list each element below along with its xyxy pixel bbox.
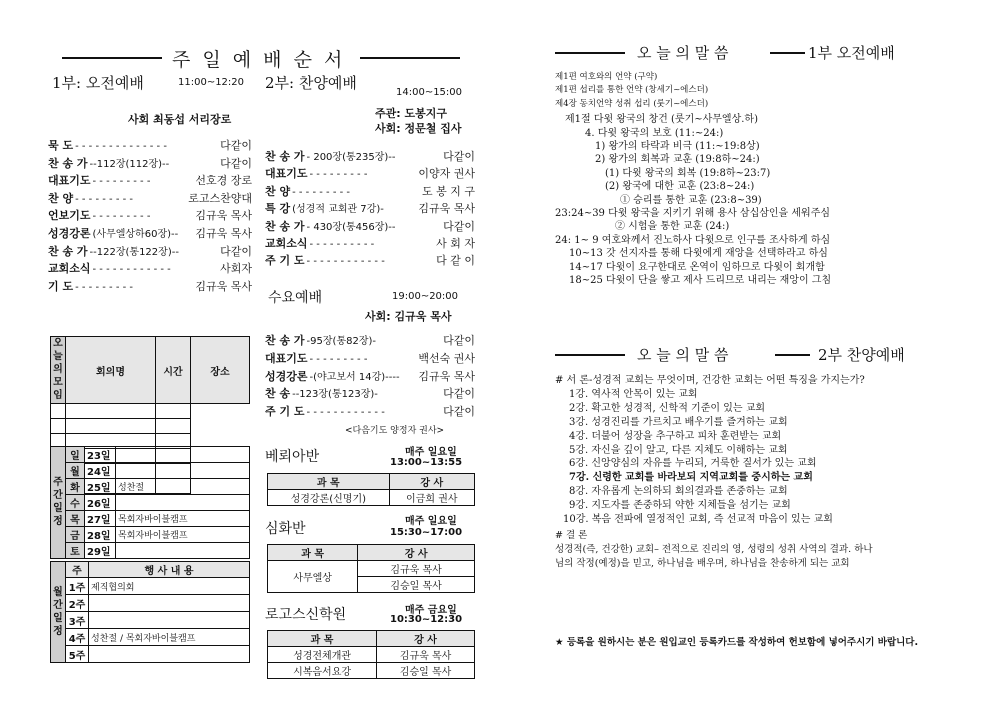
deep-when: 매주 일요일 <box>405 516 457 527</box>
logos-col-subject: 과 목 <box>268 631 377 647</box>
monthly-week: 3주 <box>66 612 89 629</box>
order-detail: - - - - - - - - - - - - <box>92 264 171 276</box>
word2-line: 9강. 지도자를 존중하되 약한 지체들을 섬기는 교회 <box>569 500 791 512</box>
order-value: 김규욱 목사 <box>418 202 475 216</box>
deep-subject: 사무엘상 <box>268 561 358 593</box>
word1-line: 4. 다윗 왕국의 보호 (11:~24:) <box>585 127 724 139</box>
weekly-event: 성찬절 <box>116 479 250 495</box>
order-label: 성경강론 <box>48 227 91 240</box>
word1-line: ① 승리를 통한 교훈 (23:8~39) <box>620 194 762 206</box>
weekly-day: 화 <box>66 479 85 495</box>
word2-line: 7강. 신령한 교회를 바라보되 지역교회를 중시하는 교회 <box>569 472 813 484</box>
conclusion-heading: # 결 론 <box>555 530 588 541</box>
monthly-side-text: 월간일정 <box>53 586 63 637</box>
logos-when: 매주 금요일 <box>405 605 457 616</box>
word2-line: 6강. 신앙양심의 자유를 누리되, 거룩한 질서가 있는 교회 <box>569 458 817 470</box>
order-row <box>48 172 252 188</box>
monthly-row <box>51 578 250 595</box>
meeting-row <box>51 419 250 434</box>
worship-order-title: 주 일 예 배 순 서 <box>172 49 346 71</box>
weekly-date: 26일 <box>85 495 116 511</box>
order-row <box>48 225 252 241</box>
monthly-schedule-table <box>50 561 250 663</box>
order-row <box>48 155 252 171</box>
berea-table <box>267 473 475 506</box>
order-value: 사 회 자 <box>436 237 475 250</box>
word2-line: # 서 론-성경적 교회는 무엇이며, 건강한 교회는 어떤 특징을 가지는가? <box>555 375 865 386</box>
order-row <box>48 190 252 206</box>
weekly-date: 24일 <box>85 463 116 479</box>
monthly-header-row <box>51 562 250 578</box>
berea-when: 매주 일요일 <box>405 447 457 458</box>
service2-heading: 2부: 찬양예배 <box>265 74 357 92</box>
word1-line: (1) 다윗 왕국의 회복 (19:8하~23:7) <box>605 167 771 179</box>
order-label: 주 기 도 <box>265 254 305 268</box>
order-detail: --122장(통122장)-- <box>89 246 179 258</box>
order-detail: - - - - - - - - - <box>75 281 133 293</box>
order-label: 언보기도 <box>48 209 91 223</box>
word1-line: 제1절 다윗 왕국의 창건 (룻기~사무엘상.하) <box>565 114 758 126</box>
monthly-row <box>51 595 250 612</box>
order-label: 대표기도 <box>265 351 308 365</box>
order-row <box>265 183 475 199</box>
berea-title: 베뢰아반 <box>265 449 320 465</box>
word1-line: 제1편 여호와의 언약 (구약) <box>555 72 658 82</box>
word1-line: (2) 왕국에 대한 교훈 (23:8~24:) <box>605 181 755 193</box>
order-value: 다같이 <box>220 244 252 258</box>
word2-line: 2강. 확고한 성경적, 신학적 기준이 있는 교회 <box>569 402 766 414</box>
berea-time: 13:00~13:55 <box>390 457 463 468</box>
weekly-day: 일 <box>66 447 85 463</box>
order-value: 다같이 <box>443 387 475 401</box>
word1-line: 14~17 다윗이 요구한대로 온역이 임하므로 다윗이 회개함 <box>569 261 825 273</box>
order-label: 묵 도 <box>48 139 74 152</box>
order-label: 주 기 도 <box>265 405 305 419</box>
weekly-row <box>51 447 250 463</box>
word2-rule-mid <box>775 354 810 356</box>
monthly-event <box>89 595 250 612</box>
meeting-cell <box>66 404 156 419</box>
today-meeting-side-label <box>51 337 66 404</box>
order-row <box>265 165 475 181</box>
conclusion-line-1: 성경적(즉, 건강한) 교회– 전적으로 진리의 영, 성령의 성취 사역의 결과. 하나 <box>555 544 873 555</box>
service1-heading: 1부: 오전예배 <box>52 74 144 92</box>
word2-line: 8강. 자유롭게 논의하되 회의결과를 존중하는 교회 <box>569 486 788 498</box>
order-row <box>48 278 252 294</box>
meeting-cell <box>51 404 66 419</box>
word1-line: 1) 왕가의 타락과 비극 (11:~19:8상) <box>595 141 760 152</box>
order-detail: -(야고보서 14강)---- <box>309 371 400 383</box>
title-rule-left <box>62 57 162 59</box>
meeting-side-text: 오늘의모임 <box>53 338 63 401</box>
weekly-date: 23일 <box>85 447 116 463</box>
order-value: 김규욱 목사 <box>195 209 252 223</box>
monthly-row <box>51 629 250 646</box>
order-detail: - - - - - - - - - - - - - - <box>75 141 167 152</box>
order-value: 도 봉 지 구 <box>422 184 475 198</box>
word1-line: 24: 1~ 9 여호와께서 진노하사 다윗으로 인구를 조사하게 하심 <box>555 234 831 246</box>
order-row <box>48 207 252 223</box>
weekly-side-label <box>51 447 66 559</box>
order-detail: - 200장(통235장)-- <box>306 152 396 163</box>
order-label: 찬 송 가 <box>265 219 305 233</box>
logos-subject-2: 시복음서요강 <box>268 663 377 679</box>
order-detail: --123장(통123장)- <box>292 389 378 401</box>
deep-teacher-1: 김규욱 목사 <box>358 561 475 577</box>
logos-table <box>267 630 475 679</box>
meeting-cell <box>66 419 156 434</box>
monthly-event <box>89 612 250 629</box>
berea-subject: 성경강론(신명기) <box>268 490 390 506</box>
conclusion-line-2: 님의 작정(예정)을 믿고, 하나님을 배우며, 하나님을 찬송하게 되는 교회 <box>555 558 850 569</box>
order-label: 찬 양 <box>265 184 291 198</box>
order-row <box>265 350 475 366</box>
word1-line: ② 시험을 통한 교훈 (24:) <box>615 221 730 233</box>
registration-notice: ★ 등록을 원하시는 분은 원입교인 등록카드를 작성하여 헌보함에 넣어주시기 바랍니다. <box>555 637 919 648</box>
order-label: 찬 송 가 <box>48 156 88 170</box>
word1-line: 18~25 다윗이 단을 쌓고 제사 드리므로 내리는 재앙이 그침 <box>569 275 832 286</box>
order-detail: -95장(통82장)- <box>306 336 376 347</box>
monthly-week: 2주 <box>66 595 89 612</box>
order-value: 다같이 <box>220 156 252 170</box>
order-detail: - - - - - - - - - <box>92 176 151 188</box>
order-label: 찬 양 <box>48 191 74 205</box>
weekly-day: 월 <box>66 463 85 479</box>
order-row <box>265 385 475 401</box>
order-value: 김규욱 목사 <box>195 279 252 293</box>
order-detail: --112장(112장)-- <box>89 158 170 170</box>
order-label: 대표기도 <box>48 174 91 188</box>
word1-line: 2) 왕가의 회복과 교훈 (19:8하~24:) <box>595 154 760 166</box>
order-detail: - - - - - - - - - <box>292 186 350 198</box>
order-label: 대표기도 <box>265 167 308 181</box>
meeting-cell <box>156 404 191 419</box>
order-value: 다같이 <box>220 139 252 152</box>
order-detail: - 430장(통456장)-- <box>306 221 396 233</box>
berea-col-subject: 과 목 <box>268 474 390 490</box>
word1-rule-mid <box>770 52 805 54</box>
order-row <box>48 137 252 153</box>
deep-teacher-2: 김승일 목사 <box>358 577 475 593</box>
service1-presider: 사회 최동섭 서리장로 <box>128 113 232 126</box>
order-label: 기 도 <box>48 279 74 293</box>
order-label: 찬 송 가 <box>265 334 305 347</box>
next-prayer-note: <다음기도 양정자 권사> <box>345 426 445 436</box>
deep-time: 15:30~17:00 <box>390 527 463 538</box>
word1-service: 1부 오전예배 <box>808 44 895 62</box>
deep-col-teacher: 강 사 <box>358 545 475 561</box>
deep-title: 심화반 <box>265 521 306 537</box>
weekly-row <box>51 543 250 559</box>
weekly-event: 목회자바이블캠프 <box>116 527 250 543</box>
title-rule-right <box>360 57 460 59</box>
weekly-row <box>51 479 250 495</box>
order-value: 이양자 권사 <box>418 167 475 181</box>
order-value: 다 같 이 <box>436 254 475 268</box>
monthly-event <box>89 646 250 663</box>
monthly-row <box>51 612 250 629</box>
order-label: 찬 송 가 <box>265 150 305 163</box>
order-label: 성경강론 <box>265 369 308 383</box>
logos-teacher-1: 김규욱 목사 <box>377 647 475 663</box>
meeting-cell <box>51 419 66 434</box>
order-label: 교회소식 <box>48 262 91 276</box>
meeting-col-time: 시간 <box>156 337 191 404</box>
order-value: 로고스찬양대 <box>188 191 252 205</box>
word1-line: 10~13 갓 선지자를 통해 다윗에게 재앙을 선택하라고 하심 <box>569 248 828 260</box>
monthly-week: 1주 <box>66 578 89 595</box>
order-row <box>48 243 252 259</box>
weekly-day: 수 <box>66 495 85 511</box>
weekly-row <box>51 495 250 511</box>
monthly-week: 4주 <box>66 629 89 646</box>
order-detail: - - - - - - - - - <box>309 169 368 181</box>
weekly-row <box>51 511 250 527</box>
order-detail: (성경적 교회관 7강)- <box>292 204 384 216</box>
order-detail: - - - - - - - - - - - - <box>306 407 385 419</box>
order-detail: - - - - - - - - - <box>75 193 133 205</box>
order-row <box>265 235 475 251</box>
order-row <box>48 260 252 276</box>
word2-service: 2부 찬양예배 <box>818 346 905 364</box>
weekly-event <box>116 463 250 479</box>
weekly-day: 금 <box>66 527 85 543</box>
service3-presider: 사회: 김규욱 목사 <box>365 310 452 323</box>
weekly-event <box>116 447 250 463</box>
weekly-date: 28일 <box>85 527 116 543</box>
berea-teacher: 이금희 권사 <box>389 490 474 506</box>
order-value: 사회자 <box>220 262 252 276</box>
weekly-event <box>116 495 250 511</box>
word2-line: 4강. 더불어 성장을 추구하고 피차 훈련받는 교회 <box>569 430 782 442</box>
word2-line: 3강. 성경진리를 가르치고 배우기를 즐겨하는 교회 <box>569 416 788 428</box>
word2-line: 10강. 복음 전파에 열정적인 교회, 즉 선교적 마음이 있는 교회 <box>563 514 833 525</box>
deep-table <box>267 544 475 593</box>
service1-time: 11:00~12:20 <box>178 77 245 88</box>
weekly-schedule-table <box>50 446 250 559</box>
order-label: 찬 송 가 <box>48 244 88 258</box>
logos-time: 10:30~12:30 <box>390 614 463 625</box>
berea-col-teacher: 강 사 <box>389 474 474 490</box>
logos-title: 로고스신학원 <box>265 607 347 623</box>
order-row <box>265 148 475 164</box>
weekly-side-text: 주간일정 <box>53 477 63 527</box>
weekly-row <box>51 527 250 543</box>
order-value: 백선숙 권사 <box>418 351 475 365</box>
service2-host: 주관: 도봉지구 <box>375 107 447 120</box>
meeting-row <box>51 404 250 419</box>
order-row <box>265 332 475 348</box>
weekly-date: 25일 <box>85 479 116 495</box>
monthly-event: 제직협의회 <box>89 578 250 595</box>
order-detail: - - - - - - - - - - - - <box>306 256 385 268</box>
order-label: 교회소식 <box>265 237 308 250</box>
word1-rule-left <box>555 52 625 54</box>
weekly-day: 목 <box>66 511 85 527</box>
order-value: 다같이 <box>443 405 475 419</box>
order-row <box>265 368 475 384</box>
service3-heading: 수요예배 <box>268 290 323 306</box>
logos-subject-1: 성경전체개관 <box>268 647 377 663</box>
word1-line: 23:24~39 다윗 왕국을 지키기 위해 용사 삼십삼인을 세워주심 <box>555 208 831 219</box>
order-detail: (사무엘상하60장)-- <box>92 229 179 240</box>
monthly-event: 성찬절 / 목회자바이블캠프 <box>89 629 250 646</box>
meeting-cell <box>156 419 191 434</box>
word1-line: 제1편 섭리를 통한 언약 (창세기~에스더) <box>555 85 709 96</box>
monthly-col-event: 행 사 내 용 <box>89 562 250 578</box>
word1-title: 오 늘 의 말 씀 <box>637 44 729 62</box>
order-row <box>265 403 475 419</box>
service2-time: 14:00~15:00 <box>396 87 463 98</box>
logos-col-teacher: 강 사 <box>377 631 475 647</box>
word2-line: 5강. 자신을 깊이 알고, 다른 지체도 이해하는 교회 <box>569 444 788 456</box>
weekly-event: 목회자바이블캠프 <box>116 511 250 527</box>
service2-presider: 사회: 정문철 집사 <box>375 122 462 135</box>
order-detail: - - - - - - - - - - <box>309 239 375 250</box>
order-value: 다같이 <box>443 334 475 347</box>
order-row <box>265 218 475 234</box>
order-value: 다같이 <box>443 219 475 233</box>
deep-col-subject: 과 목 <box>268 545 358 561</box>
word2-line: 1강. 역사적 안목이 있는 교회 <box>569 388 698 400</box>
weekly-row <box>51 463 250 479</box>
order-row <box>265 252 475 268</box>
monthly-week: 5주 <box>66 646 89 663</box>
weekly-date: 29일 <box>85 543 116 559</box>
order-value: 다같이 <box>443 150 475 163</box>
order-label: 특 강 <box>265 202 291 216</box>
monthly-col-week: 주 <box>66 562 89 578</box>
word2-title: 오 늘 의 말 씀 <box>637 346 729 364</box>
order-label: 찬 송 <box>265 387 291 401</box>
weekly-event <box>116 543 250 559</box>
meeting-col-place: 장소 <box>191 337 250 404</box>
weekly-date: 27일 <box>85 511 116 527</box>
order-detail: - - - - - - - - - <box>309 353 368 365</box>
order-value: 김규욱 목사 <box>418 369 475 383</box>
monthly-row <box>51 646 250 663</box>
weekly-day: 토 <box>66 543 85 559</box>
word2-rule-left <box>555 354 625 356</box>
monthly-side-label <box>51 562 66 663</box>
word1-line: 제4장 동치언약 성취 섭리 (룻기~에스더) <box>555 98 709 109</box>
order-detail: - - - - - - - - - <box>92 211 151 223</box>
logos-teacher-2: 김승일 목사 <box>377 663 475 679</box>
order-value: 선호경 장로 <box>195 174 252 188</box>
meeting-col-name: 회의명 <box>66 337 156 404</box>
service3-time: 19:00~20:00 <box>392 291 459 302</box>
order-row <box>265 200 475 216</box>
order-value: 김규욱 목사 <box>195 227 252 240</box>
